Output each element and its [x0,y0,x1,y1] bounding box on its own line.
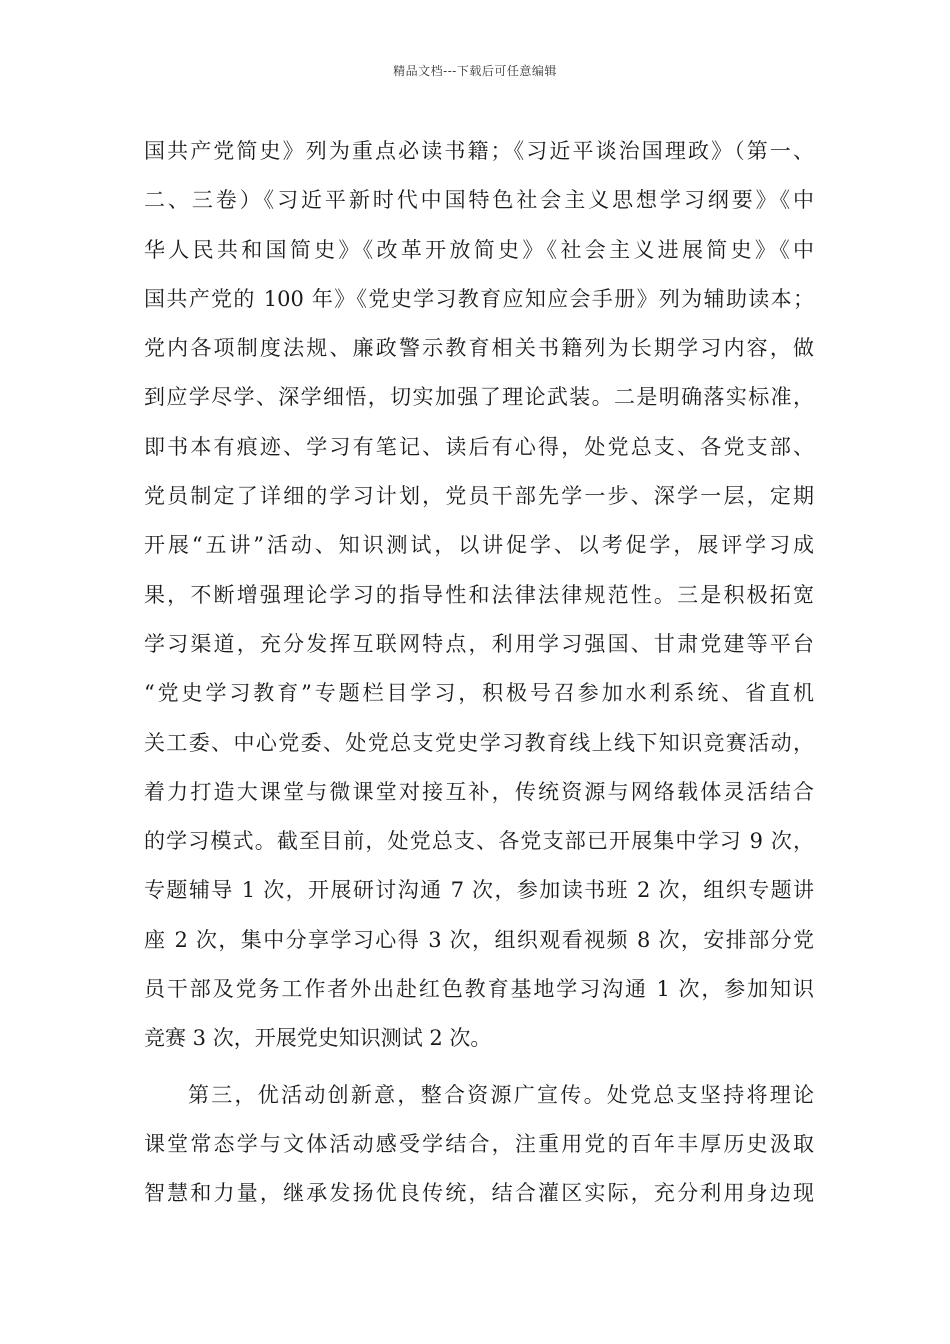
text-line: 着力打造大课堂与微课堂对接互补，传统资源与网络载体灵活结合 [144,779,814,804]
text-line: 党员制定了详细的学习计划，党员干部先学一步、深学一层，定期 [144,484,814,509]
text-line: 的学习模式。截至目前，处党总支、各党支部已开展集中学习 9 次， [144,829,814,854]
text-line: 智慧和力量，继承发扬优良传统，结合灌区实际，充分利用身边现 [144,1181,814,1206]
text-line: 果，不断增强理论学习的指导性和法律法律规范性。三是积极拓宽 [144,582,814,607]
text-line: 华人民共和国简史》《改革开放简史》《社会主义进展简史》《中 [144,237,814,262]
text-line: 开展“五讲”活动、知识测试，以讲促学、以考促学，展评学习成 [144,533,814,558]
paragraph-spacer [144,1064,814,1071]
text-line: 专题辅导 1 次，开展研讨沟通 7 次，参加读书班 2 次，组织专题讲 [144,878,814,903]
text-line: 关工委、中心党委、处党总支党史学习教育线上线下知识竞赛活动， [144,730,814,755]
text-line: 即书本有痕迹、学习有笔记、读后有心得，处党总支、各党支部、 [144,434,814,459]
page-header: 精品文档---下载后可任意编辑 [393,64,557,78]
text-line: 员干部及党务工作者外出赴红色教育基地学习沟通 1 次，参加知识 [144,977,814,1002]
text-line: 课堂常态学与文体活动感受学结合，注重用党的百年丰厚历史汲取 [144,1131,814,1156]
text-line: 国共产党的 100 年》《党史学习教育应知应会手册》列为辅助读本； [144,286,814,311]
text-line: 学习渠道，充分发挥互联网特点，利用学习强国、甘肃党建等平台 [144,631,814,656]
text-line: 党内各项制度法规、廉政警示教育相关书籍列为长期学习内容，做 [144,336,814,361]
text-line: 第三，优活动创新意，整合资源广宣传。处党总支坚持将理论 [188,1082,814,1107]
paragraph-2 [144,1071,814,1219]
text-line: 国共产党简史》列为重点必读书籍；《习近平谈治国理政》（第一、 [144,139,814,163]
text-line: 到应学尽学、深学细悟，切实加强了理论武装。二是明确落实标准， [144,385,814,410]
text-line: 竞赛 3 次，开展党史知识测试 2 次。 [144,1026,492,1051]
text-line: “党史学习教育”专题栏目学习，积极号召参加水利系统、省直机 [144,681,814,706]
text-line: 二、三卷）《习近平新时代中国特色社会主义思想学习纲要》《中 [144,188,814,213]
paragraph-1 [144,127,814,1064]
document-body [144,127,814,1219]
text-line: 座 2 次，集中分享学习心得 3 次，组织观看视频 8 次，安排部分党 [144,927,814,952]
